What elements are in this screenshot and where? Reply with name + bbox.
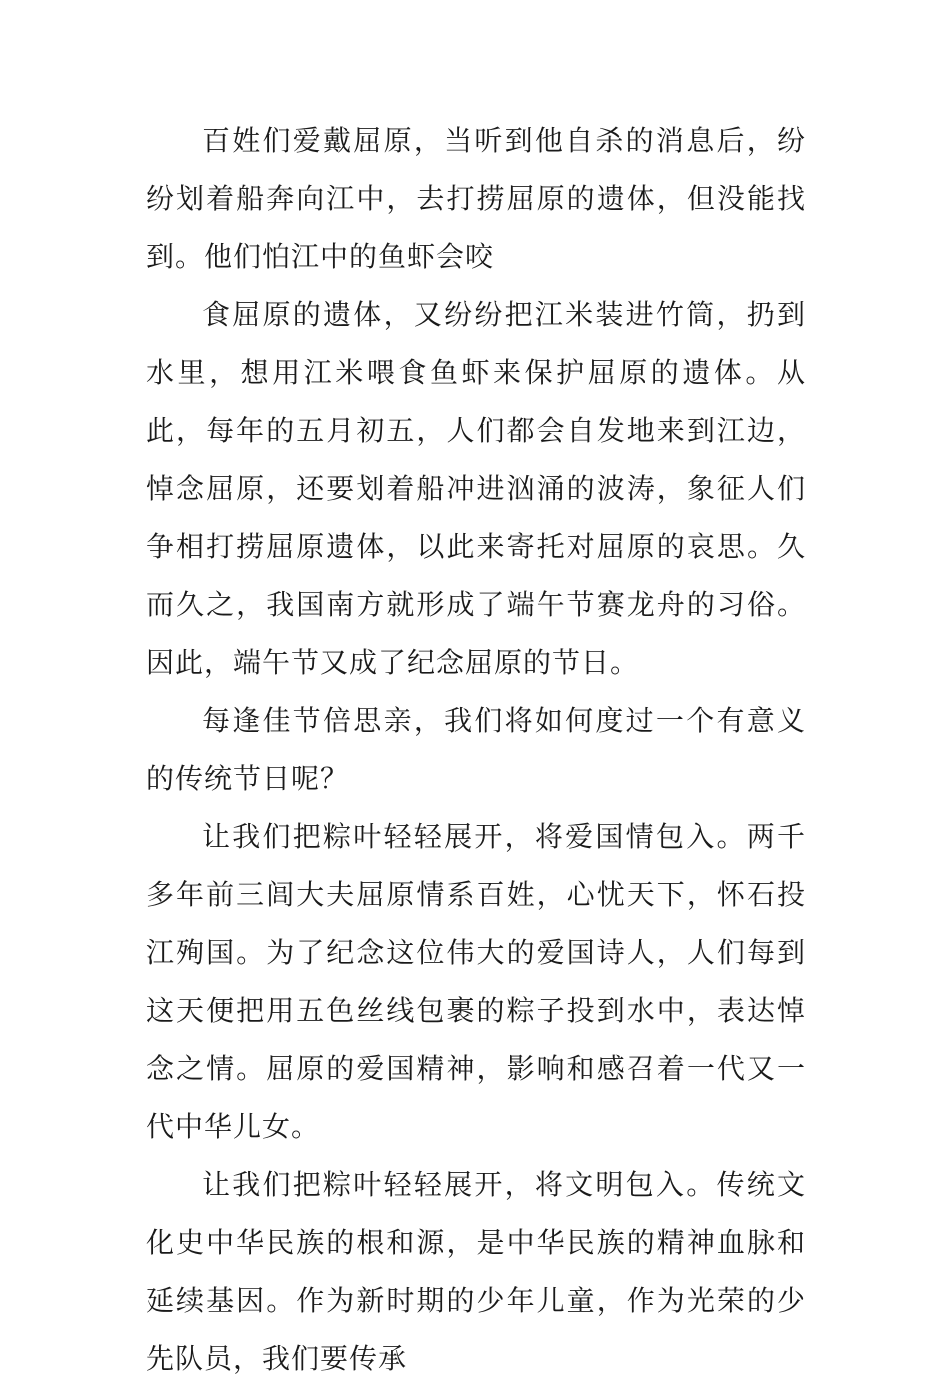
paragraph: 百姓们爱戴屈原，当听到他自杀的消息后，纷纷划着船奔向江中，去打捞屈原的遗体，但没能找到。他们怕江中的鱼虾会咬 [146, 124, 806, 273]
paragraph: 每逢佳节倍思亲，我们将如何度过一个有意义的传统节日呢？ [146, 704, 806, 795]
body-text [146, 112, 806, 1388]
paragraph: 食屈原的遗体，又纷纷把江米装进竹筒，扔到水里，想用江米喂食鱼虾来保护屈原的遗体。从此，每年的五月初五，人们都会自发地来到江边，悼念屈原，还要划着船冲进汹涌的波涛，象征人们争相打捞屈原遗体，以此来寄托对屈原的哀思。久而久之，我国南方就形成了端午节赛龙舟的习俗。因此，端午节又成了纪念屈原的节日。 [146, 298, 806, 679]
paragraph: 让我们把粽叶轻轻展开，将文明包入。传统文化史中华民族的根和源，是中华民族的精神血脉和延续基因。作为新时期的少年儿童，作为光荣的少先队员，我们要传承 [146, 1168, 806, 1375]
paragraph: 让我们把粽叶轻轻展开，将爱国情包入。两千多年前三闾大夫屈原情系百姓，心忧天下，怀石投江殉国。为了纪念这位伟大的爱国诗人，人们每到这天便把用五色丝线包裹的粽子投到水中，表达悼念之情。屈原的爱国精神，影响和感召着一代又一代中华儿女。 [146, 820, 806, 1143]
